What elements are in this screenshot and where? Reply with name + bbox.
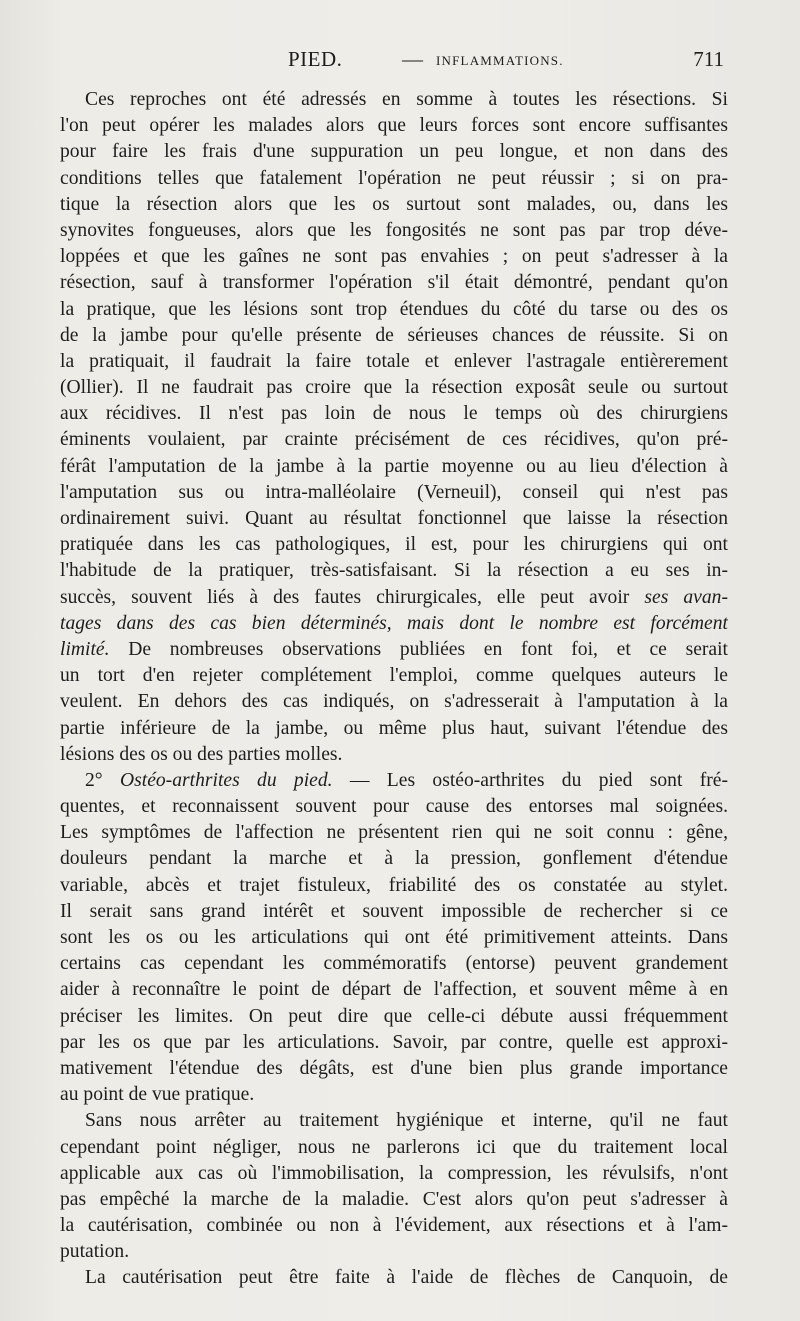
text-line: la pratique, que les lésions sont trop étendues du côté du tarse ou des os bbox=[60, 298, 728, 320]
paragraph-4 bbox=[60, 1265, 728, 1291]
section-number: 2° bbox=[85, 769, 103, 791]
text-line: l'habitude de la pratiquer, très-satisfaisant. Si la résection a eu ses in- bbox=[60, 560, 728, 582]
text-line: ordinairement suivi. Quant au résultat fonctionnel que laisse la résection bbox=[60, 508, 728, 529]
text-line: lésions des os ou des parties molles. bbox=[60, 743, 343, 765]
text-line: aider à reconnaître le point de départ de l'affection, et souvent même à en bbox=[60, 979, 728, 1001]
text-line: au point de vue pratique. bbox=[60, 1084, 255, 1106]
body-text bbox=[60, 87, 728, 1292]
text-line: l'on peut opérer les malades alors que leurs forces sont encore suffisantes bbox=[60, 115, 728, 137]
text-line: pratiquée dans les cas pathologiques, il est, pour les chirurgiens qui ont bbox=[60, 534, 728, 556]
running-header bbox=[60, 47, 728, 77]
text-line: La cautérisation peut être faite à l'aide de flèches de Canquoin, de bbox=[85, 1267, 728, 1289]
text-line: la cautérisation, combinée ou non à l'évidement, aux résections et à l'am- bbox=[60, 1215, 728, 1237]
page-number: 711 bbox=[693, 47, 724, 71]
text-line: un tort d'en rejeter complétement l'emploi, comme quelques auteurs le bbox=[60, 665, 728, 687]
section-title: Ostéo-arthrites du pied. bbox=[119, 769, 333, 791]
text-line: loppées et que les gaînes ne sont pas envahies ; on peut s'adresser à la bbox=[60, 246, 728, 268]
paragraph-3 bbox=[60, 1108, 728, 1265]
paragraph-2 bbox=[60, 768, 728, 1108]
text-line: Ces reproches ont été adressés en somme à toutes les résections. Si bbox=[85, 89, 728, 110]
text-line: douleurs pendant la marche et à la pression, gonflement d'étendue bbox=[60, 848, 728, 870]
text-line: synovites fongueuses, alors que les fongosités ne sont pas par trop déve- bbox=[60, 219, 728, 241]
header-title: PIED. bbox=[288, 47, 343, 71]
text-line: la pratiquait, il faudrait la faire totale et enlever l'astragale entièrerement bbox=[60, 350, 728, 372]
text-line: cependant point négliger, nous ne parlerons ici que du traitement local bbox=[60, 1136, 728, 1158]
text-line: certains cas cependant les commémoratifs (entorse) peuvent grandement bbox=[60, 953, 728, 975]
text-line: variable, abcès et trajet fistuleux, friabilité des os constatée au stylet. bbox=[60, 874, 728, 896]
text-line: tages dans des cas bien déterminés, mais dont le nombre est forcément bbox=[60, 612, 728, 634]
text-line: tique la résection alors que les os surtout sont malades, ou, dans les bbox=[60, 193, 728, 215]
italic-segment: ses avan- bbox=[644, 586, 728, 608]
text-line: conditions telles que fatalement l'opération ne peut réussir ; si on pra- bbox=[60, 167, 728, 189]
text-line: par les os que par les articulations. Savoir, par contre, quelle est approxi- bbox=[60, 1031, 728, 1053]
text-line: pour faire les frais d'une suppuration un peu longue, et non dans des bbox=[60, 141, 728, 163]
paragraph-1 bbox=[60, 87, 728, 768]
header-section: INFLAMMATIONS. bbox=[436, 53, 564, 68]
text-line: quentes, et reconnaissent souvent pour cause des entorses mal soignées. bbox=[60, 796, 728, 818]
text-line: mativement l'étendue des dégâts, est d'une bien plus grande importance bbox=[60, 1057, 728, 1079]
text-segment: succès, souvent liés à des fautes chirurgicales, elle peut avoir bbox=[60, 586, 645, 608]
text-segment: De nombreuses observations publiées en font foi, et ce serait bbox=[109, 638, 728, 660]
text-line: partie inférieure de la jambe, ou même plus haut, suivant l'étendue des bbox=[60, 717, 728, 739]
text-line: applicable aux cas où l'immobilisation, la compression, les révulsifs, n'ont bbox=[60, 1162, 728, 1184]
text-line: sont les os ou les articulations qui ont été primitivement atteints. Dans bbox=[60, 927, 728, 948]
text-line: résection, sauf à transformer l'opération s'il était démontré, pendant qu'on bbox=[60, 272, 728, 294]
text-line: pas empêché la marche de la maladie. C'est alors qu'on peut s'adresser à bbox=[60, 1188, 728, 1210]
italic-segment: limité. bbox=[60, 638, 110, 660]
text-line bbox=[60, 585, 728, 611]
text-line: férât l'amputation de la jambe à la partie moyenne ou au lieu d'élection à bbox=[60, 455, 728, 477]
text-line: veulent. En dehors des cas indiqués, on s'adresserait à l'amputation à la bbox=[60, 691, 728, 713]
text-segment: — Les ostéo-arthrites du pied sont fré- bbox=[332, 769, 728, 791]
text-line: (Ollier). Il ne faudrait pas croire que la résection exposât seule ou surtout bbox=[60, 377, 728, 399]
text-line: putation. bbox=[60, 1241, 130, 1263]
text-line: éminents voulaient, par crainte précisément de ces récidives, qu'on pré- bbox=[60, 429, 728, 451]
text-line: Sans nous arrêter au traitement hygiénique et interne, qu'il ne faut bbox=[85, 1110, 728, 1132]
text-line: de la jambe pour qu'elle présente de sérieuses chances de réussite. Si on bbox=[60, 324, 728, 346]
text-line: Les symptômes de l'affection ne présentent rien qui ne soit connu : gêne, bbox=[60, 822, 728, 844]
section-heading-line bbox=[60, 768, 728, 794]
text-line bbox=[60, 637, 728, 663]
text-line: l'amputation sus ou intra-malléolaire (Verneuil), conseil qui n'est pas bbox=[60, 481, 728, 503]
text-line: préciser les limites. On peut dire que celle-ci débute aussi fréquemment bbox=[60, 1005, 728, 1027]
text-line: aux récidives. Il n'est pas loin de nous le temps où des chirurgiens bbox=[60, 403, 728, 425]
header-dash: — bbox=[402, 47, 423, 71]
text-line: Il serait sans grand intérêt et souvent impossible de rechercher si ce bbox=[60, 900, 728, 922]
